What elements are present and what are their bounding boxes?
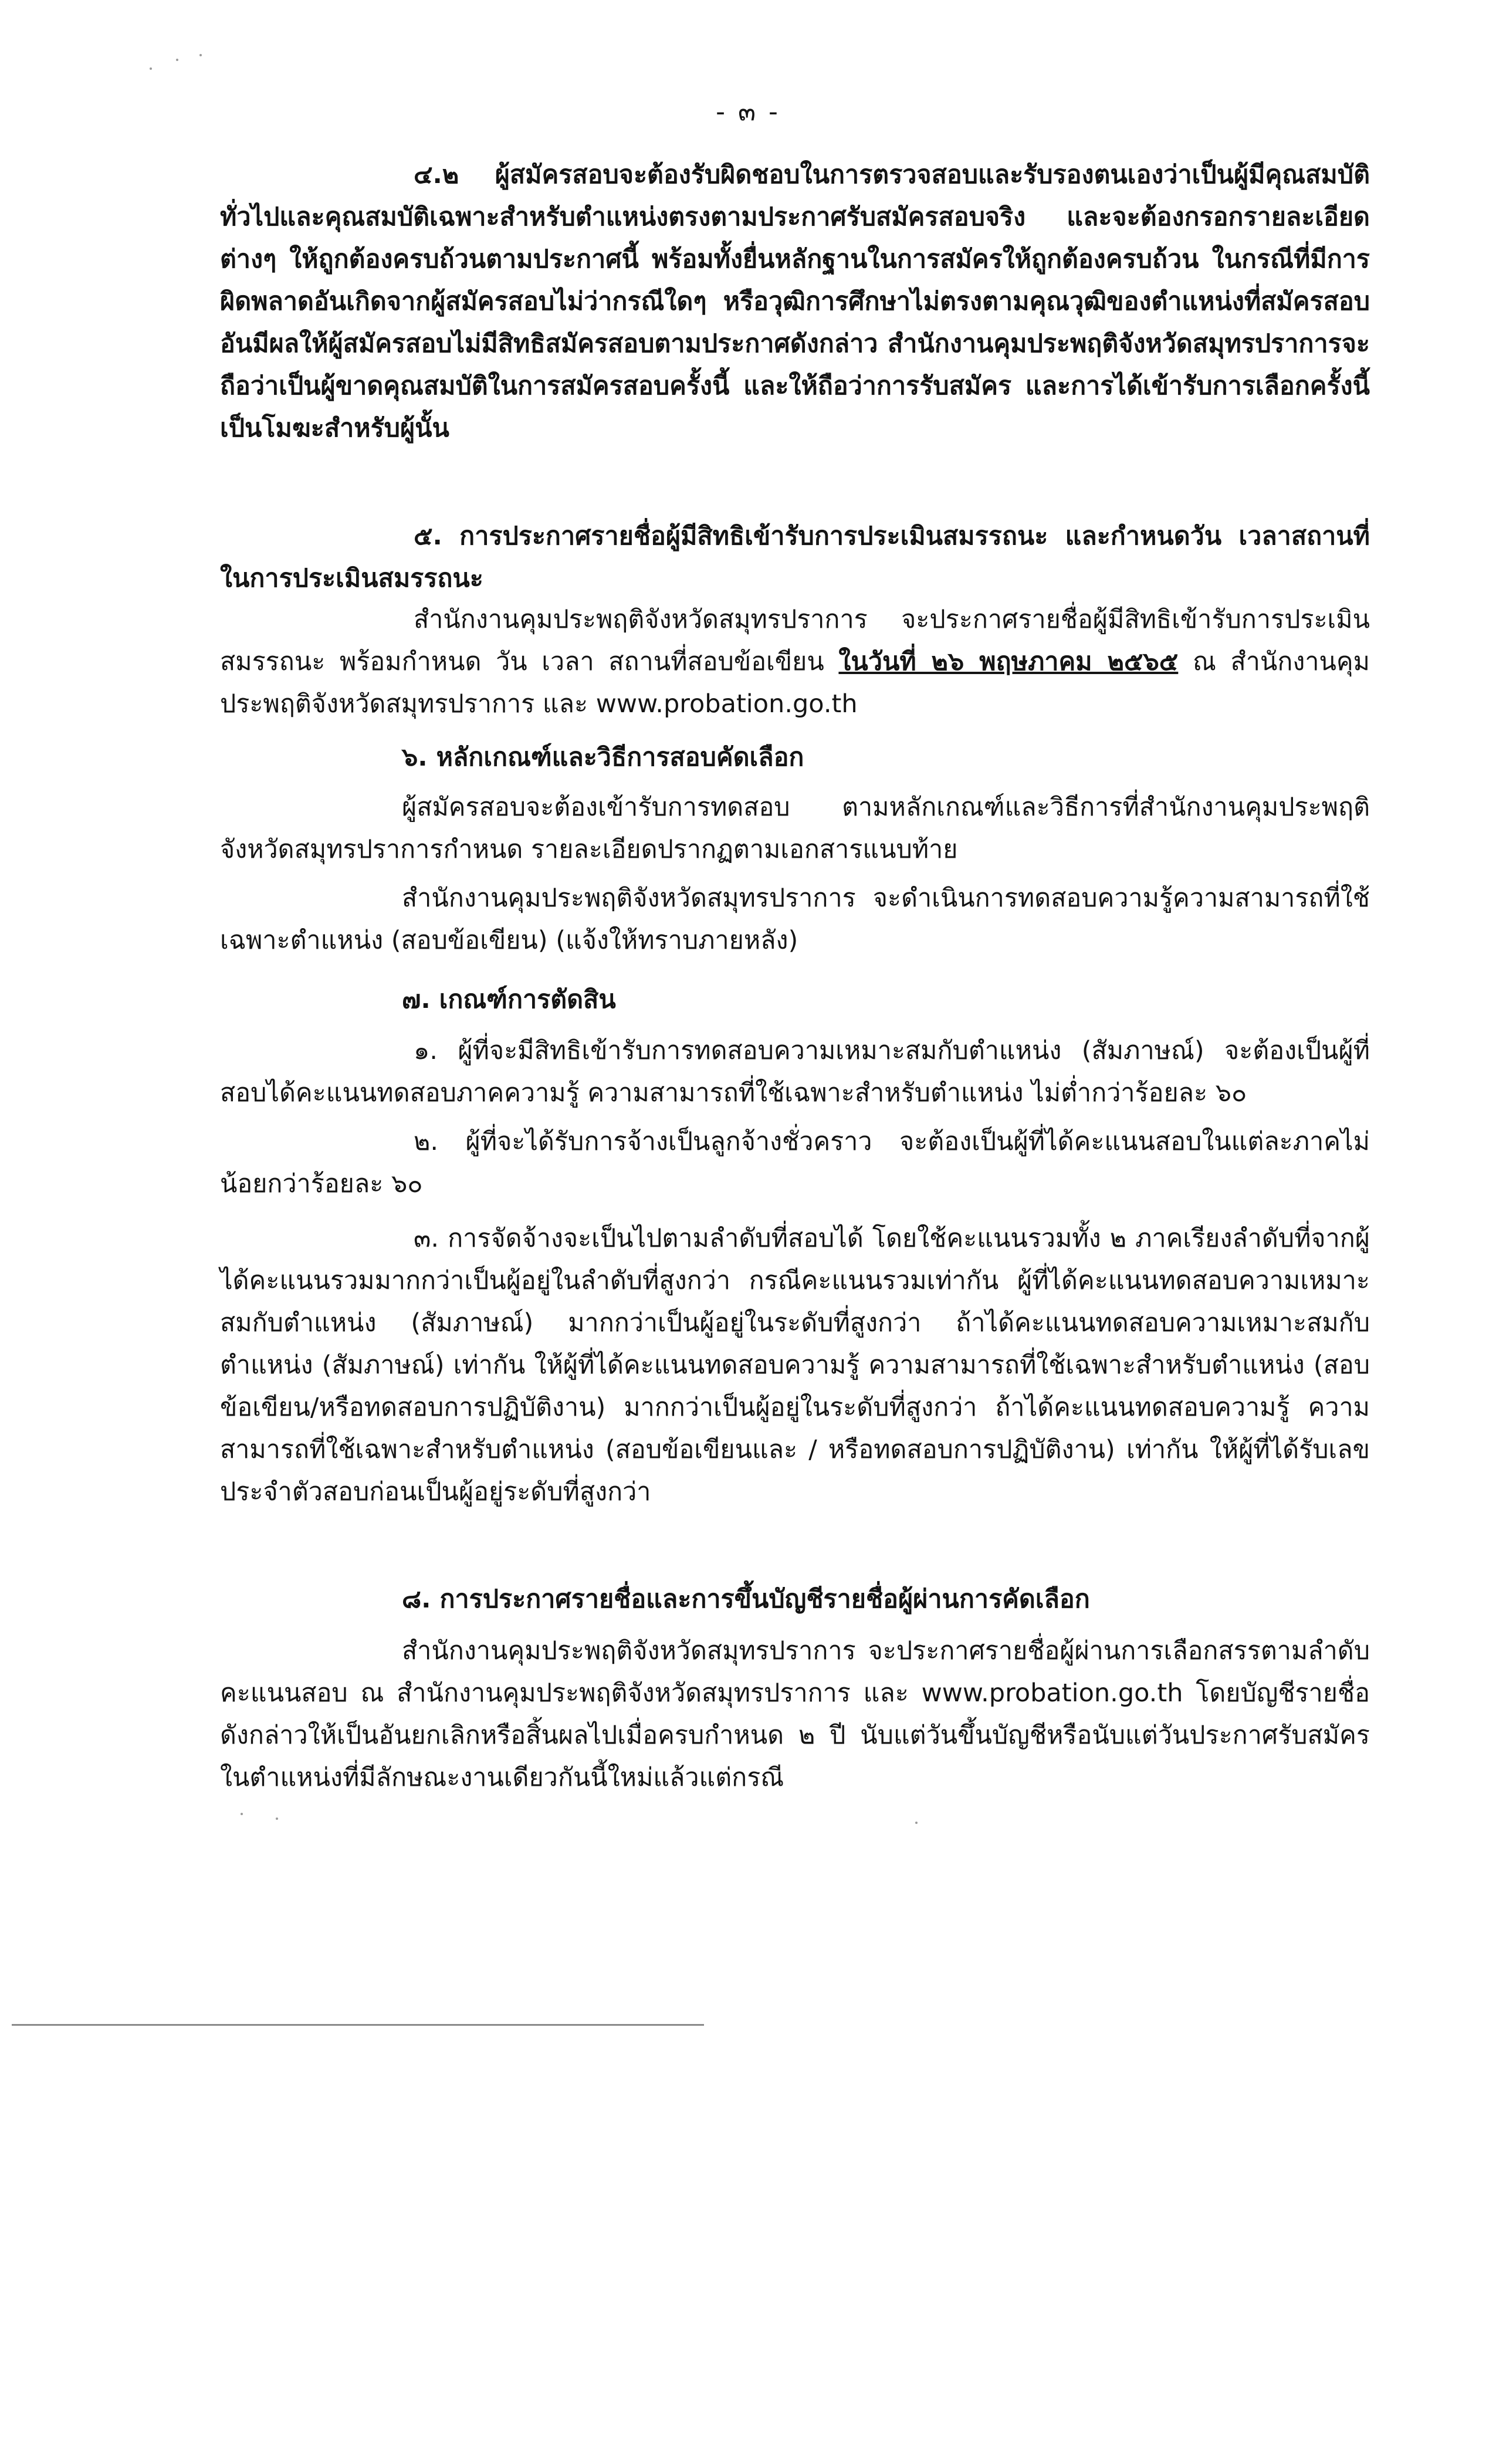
section-7-heading-text: ๗. เกณฑ์การตัดสิน — [402, 985, 616, 1014]
section-7-heading — [220, 979, 1370, 1021]
section-6-para-1 — [220, 786, 1370, 871]
scan-speck — [276, 1817, 278, 1820]
section-7-item-1-text: ๑. ผู้ที่จะมีสิทธิเข้ารับการทดสอบความเหมาะสมกับตำแหน่ง (สัมภาษณ์) จะต้องเป็นผู้ที่สอบได้คะแนนทดสอบภาคความรู้ ความสามารถที่ใช้เฉพาะสำหรับตำแหน่ง ไม่ต่ำกว่าร้อยละ ๖๐ — [220, 1036, 1370, 1108]
section-6-para-2-text: สำนักงานคุมประพฤติจังหวัดสมุทรปราการ จะดำเนินการทดสอบความรู้ความสามารถที่ใช้เฉพาะตำแหน่ง (สอบข้อเขียน) (แจ้งให้ทราบภายหลัง) — [220, 884, 1370, 955]
section-5-body-before: สำนักงานคุมประพฤติจังหวัดสมุทรปราการ จะประกาศรายชื่อผู้มีสิทธิเข้ารับการประเมินสมรรถนะ พร้อมกำหนด วัน เวลา สถานที่สอบข้อเขียน — [220, 605, 1370, 676]
section-8-body — [220, 1630, 1370, 1799]
scan-speck — [150, 67, 152, 70]
section-7-item-2-text: ๒. ผู้ที่จะได้รับการจ้างเป็นลูกจ้างชั่วคราว จะต้องเป็นผู้ที่ได้คะแนนสอบในแต่ละภาคไม่น้อยกว่าร้อยละ ๖๐ — [220, 1127, 1370, 1199]
scan-speck — [176, 59, 178, 61]
section-7-item-3-text: ๓. การจัดจ้างจะเป็นไปตามลำดับที่สอบได้ โดยใช้คะแนนรวมทั้ง ๒ ภาคเรียงลำดับที่จากผู้ได้คะแนนรวมมากกว่าเป็นผู้อยู่ในลำดับที่สูงกว่า กรณีคะแนนรวมเท่ากัน ผู้ที่ได้คะแนนทดสอบความเหมาะสมกับตำแหน่ง (สัมภาษณ์) มากกว่าเป็นผู้อยู่ในระดับที่สูงกว่า ถ้าได้คะแนนทดสอบความเหมาะสมกับตำแหน่ง (สัมภาษณ์) เท่ากัน ให้ผู้ที่ได้คะแนนทดสอบความรู้ ความสามารถที่ใช้เฉพาะสำหรับตำแหน่ง (สอบข้อเขียน/หรือทดสอบการปฏิบัติงาน) มากกว่าเป็นผู้อยู่ในระดับที่สูงกว่า ถ้าได้คะแนนทดสอบความรู้ ความสามารถที่ใช้เฉพาะสำหรับตำแหน่ง (สอบข้อเขียนและ / หรือทดสอบการปฏิบัติงาน) เท่ากัน ให้ผู้ที่ได้รับเลขประจำตัวสอบก่อนเป็นผู้อยู่ระดับที่สูงกว่า — [220, 1224, 1370, 1507]
section-6-para-2 — [220, 877, 1370, 962]
section-5-body — [220, 598, 1370, 725]
scan-speck — [241, 1813, 243, 1815]
section-4-2-paragraph — [220, 154, 1370, 449]
scan-edge-line — [12, 2024, 704, 2026]
page-number: - ๓ - — [716, 97, 780, 127]
section-6-heading — [220, 736, 1370, 779]
section-5-heading-text: ๕. การประกาศรายชื่อผู้มีสิทธิเข้ารับการประเมินสมรรถนะ และกำหนดวัน เวลาสถานที่ในการประเมินสมรรถนะ — [220, 522, 1370, 593]
scan-speck — [199, 54, 202, 56]
section-6-para-1-text: ผู้สมัครสอบจะต้องเข้ารับการทดสอบ ตามหลักเกณฑ์และวิธีการที่สำนักงานคุมประพฤติจังหวัดสมุทรปราการกำหนด รายละเอียดปรากฏตามเอกสารแนบท้าย — [220, 793, 1370, 864]
section-4-2-text: ๔.๒ ผู้สมัครสอบจะต้องรับผิดชอบในการตรวจสอบและรับรองตนเองว่าเป็นผู้มีคุณสมบัติทั่วไปและคุณสมบัติเฉพาะสำหรับตำแหน่งตรงตามประกาศรับสมัครสอบจริง และจะต้องกรอกรายละเอียดต่างๆ ให้ถูกต้องครบถ้วนตามประกาศนี้ พร้อมทั้งยื่นหลักฐานในการสมัครให้ถูกต้องครบถ้วน ในกรณีที่มีการผิดพลาดอันเกิดจากผู้สมัครสอบไม่ว่ากรณีใดๆ หรือวุฒิการศึกษาไม่ตรงตามคุณวุฒิของตำแหน่งที่สมัครสอบอันมีผลให้ผู้สมัครสอบไม่มีสิทธิสมัครสอบตามประกาศดังกล่าว สำนักงานคุมประพฤติจังหวัดสมุทรปราการจะถือว่าเป็นผู้ขาดคุณสมบัติในการสมัครสอบครั้งนี้ และให้ถือว่าการรับสมัคร และการได้เข้ารับการเลือกครั้งนี้เป็นโมฆะสำหรับผู้นั้น — [220, 160, 1370, 443]
section-5-date: ในวันที่ ๒๖ พฤษภาคม ๒๕๖๕ — [838, 647, 1179, 676]
section-7-item-3 — [220, 1217, 1370, 1513]
section-8-heading-text: ๘. การประกาศรายชื่อและการขึ้นบัญชีรายชื่อผู้ผ่านการคัดเลือก — [402, 1585, 1090, 1614]
section-7-item-1 — [220, 1030, 1370, 1114]
section-6-heading-text: ๖. หลักเกณฑ์และวิธีการสอบคัดเลือก — [402, 743, 804, 772]
section-7-item-2 — [220, 1121, 1370, 1205]
section-8-heading — [220, 1578, 1370, 1620]
scan-speck — [915, 1822, 918, 1824]
section-8-body-text: สำนักงานคุมประพฤติจังหวัดสมุทรปราการ จะประกาศรายชื่อผู้ผ่านการเลือกสรรตามลำดับคะแนนสอบ ณ สำนักงานคุมประพฤติจังหวัดสมุทรปราการ และ www.probation.go.th โดยบัญชีรายชื่อดังกล่าวให้เป็นอันยกเลิกหรือสิ้นผลไปเมื่อครบกำหนด ๒ ปี นับแต่วันขึ้นบัญชีหรือนับแต่วันประกาศรับสมัครในตำแหน่งที่มีลักษณะงานเดียวกันนี้ใหม่แล้วแต่กรณี — [220, 1636, 1370, 1792]
section-5-body-after: ณ สำนักงานคุมประพฤติจังหวัดสมุทรปราการ และ www.probation.go.th — [220, 647, 1370, 719]
section-5-heading — [220, 515, 1370, 600]
